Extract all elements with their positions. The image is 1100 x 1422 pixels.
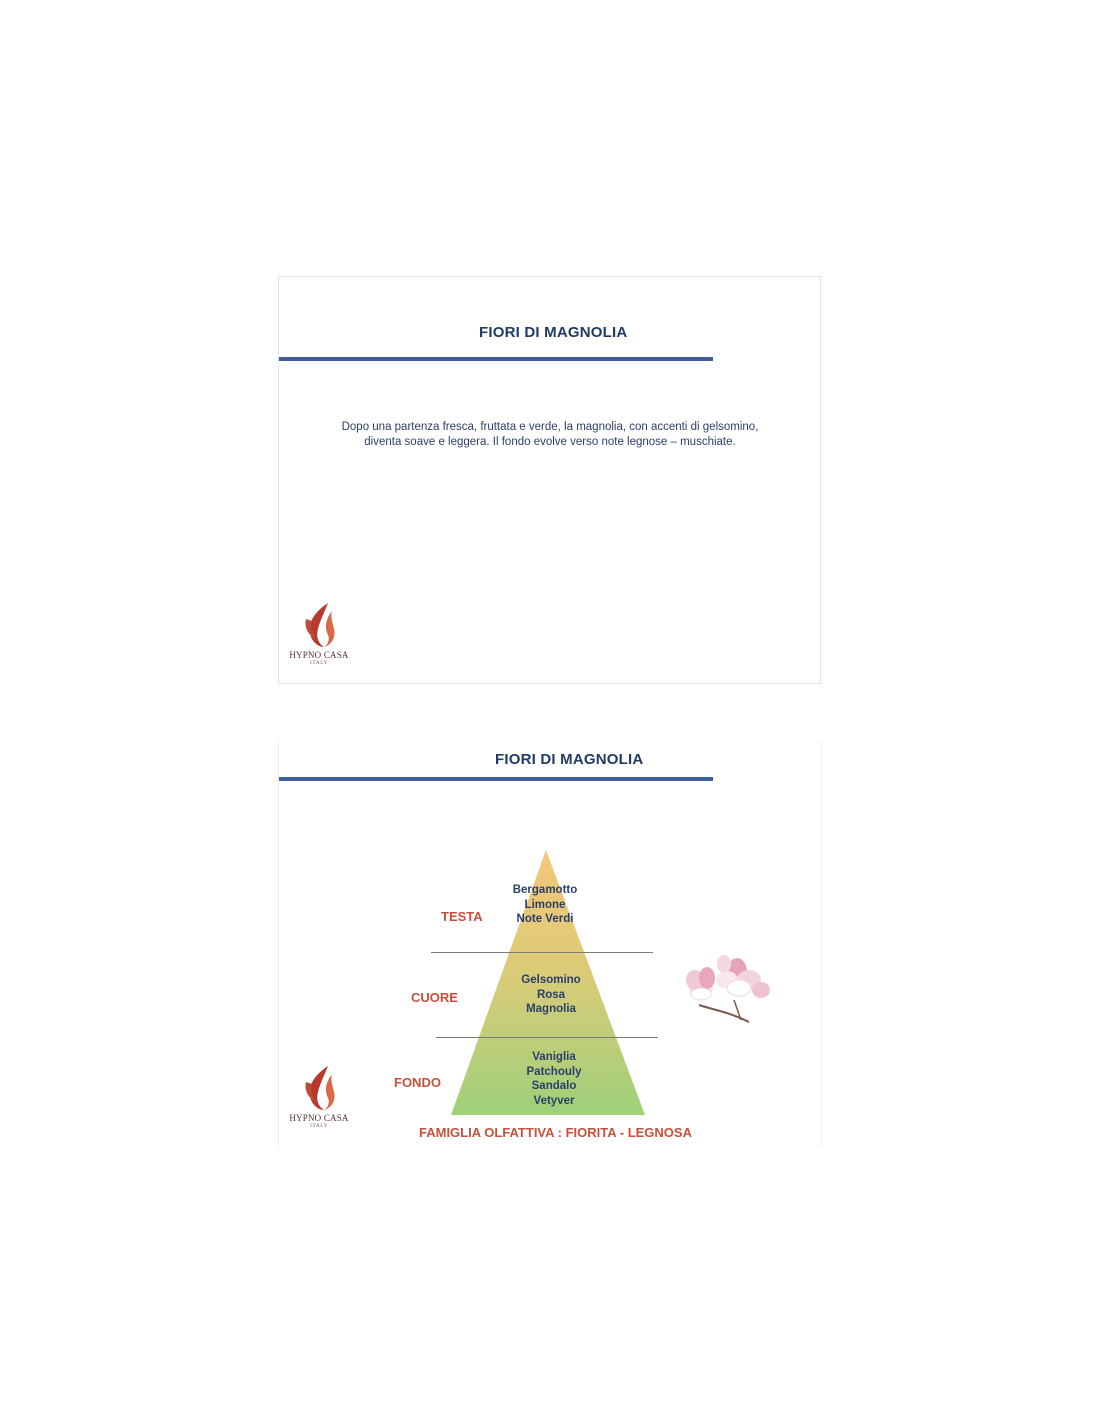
title-rule bbox=[279, 357, 713, 361]
flame-logo-icon bbox=[302, 601, 336, 649]
level-label-fondo: FONDO bbox=[394, 1075, 441, 1090]
level-label-cuore: CUORE bbox=[411, 990, 458, 1005]
level-label-testa: TESTA bbox=[441, 909, 483, 924]
title-rule bbox=[279, 777, 713, 781]
fragrance-description bbox=[319, 420, 781, 450]
logo-brand-text: HYPNO CASA bbox=[289, 650, 349, 660]
note-item: Limone bbox=[524, 898, 566, 911]
description-line: diventa soave e leggera. Il fondo evolve verso note legnose – muschiate. bbox=[364, 436, 736, 448]
level-divider bbox=[431, 952, 653, 953]
flame-logo-icon bbox=[302, 1064, 336, 1112]
logo-sub-text: ITALY bbox=[309, 660, 328, 666]
note-item: Patchouly bbox=[526, 1065, 582, 1078]
description-line: Dopo una partenza fresca, fruttata e verde, la magnolia, con accenti di gelsomino, bbox=[341, 421, 759, 433]
note-item: Rosa bbox=[536, 988, 566, 1001]
note-item: Note Verdi bbox=[516, 913, 574, 926]
olfactory-family: FAMIGLIA OLFATTIVA : FIORITA - LEGNOSA bbox=[419, 1125, 692, 1140]
note-item: Magnolia bbox=[526, 1003, 576, 1016]
hypno-casa-logo bbox=[287, 601, 351, 666]
note-item: Vaniglia bbox=[532, 1051, 576, 1063]
hypno-casa-logo bbox=[287, 1064, 351, 1129]
note-item: Vetyver bbox=[533, 1095, 575, 1108]
notes-cuore bbox=[491, 973, 611, 1017]
note-item: Bergamotto bbox=[512, 884, 578, 896]
slide-intro bbox=[278, 276, 821, 684]
level-divider bbox=[436, 1037, 658, 1038]
notes-fondo bbox=[494, 1050, 614, 1109]
slide-title: FIORI DI MAGNOLIA bbox=[495, 751, 644, 768]
slide-pyramid bbox=[278, 740, 822, 1148]
slide-title: FIORI DI MAGNOLIA bbox=[479, 324, 628, 341]
notes-testa bbox=[485, 883, 605, 927]
logo-sub-text: ITALY bbox=[309, 1123, 328, 1129]
magnolia-flower-icon bbox=[679, 950, 779, 1025]
logo-brand-text: HYPNO CASA bbox=[289, 1113, 349, 1123]
note-item: Sandalo bbox=[531, 1080, 577, 1093]
note-item: Gelsomino bbox=[521, 974, 581, 986]
